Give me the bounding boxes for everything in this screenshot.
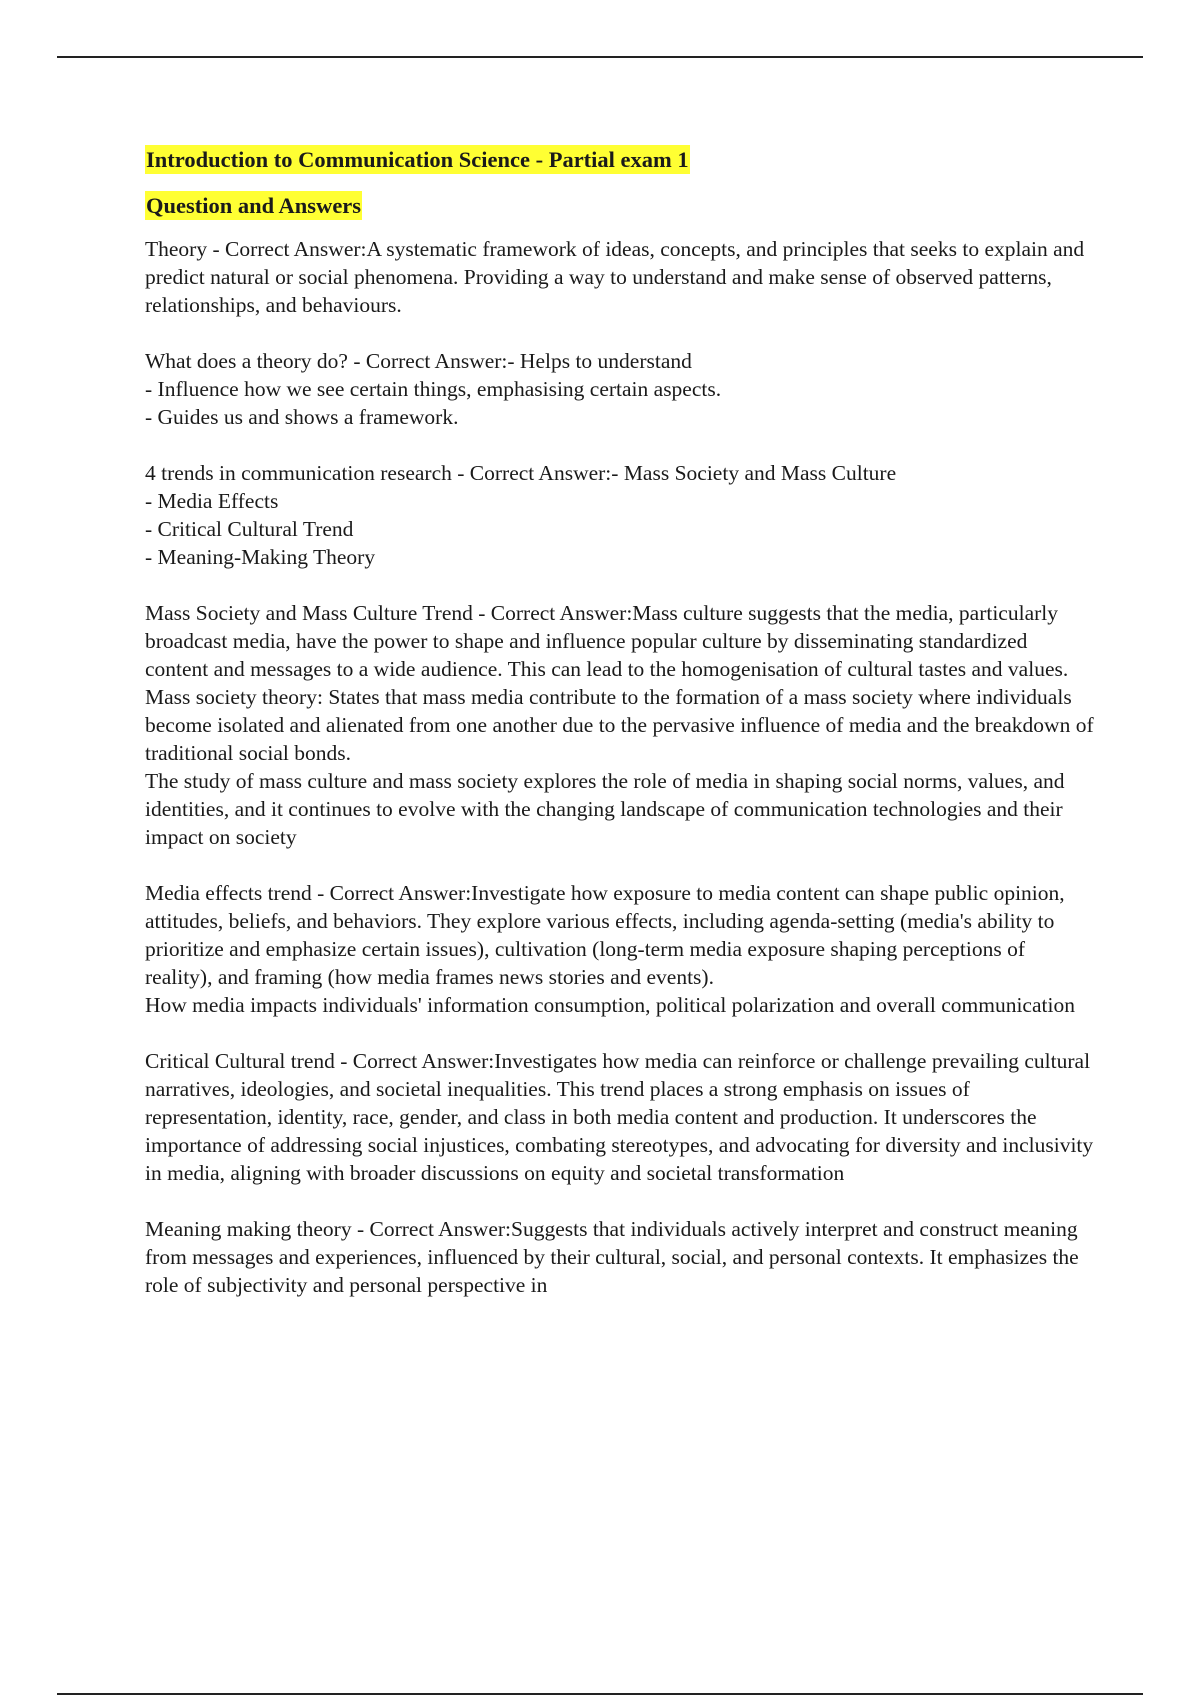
qa-line: - Influence how we see certain things, emphasising certain aspects. bbox=[145, 377, 722, 401]
qa-entry-what-theory-does bbox=[145, 347, 1095, 431]
document-subtitle-text: Question and Answers bbox=[146, 193, 362, 218]
qa-line: 4 trends in communication research - Correct Answer:- Mass Society and Mass Culture bbox=[145, 461, 897, 485]
document-subtitle bbox=[145, 189, 1095, 223]
qa-entry-theory bbox=[145, 235, 1095, 319]
qa-entry-media-effects bbox=[145, 879, 1095, 1019]
bottom-rule bbox=[57, 1693, 1143, 1695]
qa-line: Meaning making theory - Correct Answer:Suggests that individuals actively interpret and construct meaning from messages and experiences, influenced by their cultural, social, and personal contexts. It emphasizes the role of subjectivity and personal perspective in bbox=[145, 1217, 1079, 1297]
document-body bbox=[145, 143, 1095, 1327]
document-title bbox=[145, 143, 1095, 177]
qa-entry-four-trends bbox=[145, 459, 1095, 571]
qa-entry-mass-society bbox=[145, 599, 1095, 851]
qa-line: Media effects trend - Correct Answer:Investigate how exposure to media content can shape public opinion, attitudes, beliefs, and behaviors. They explore various effects, including agenda-setting (media's ability to prioritize and emphasize certain issues), cultivation (long-term media exposure shaping perceptions of reality), and framing (how media frames news stories and events). bbox=[145, 881, 1065, 989]
qa-line: Critical Cultural trend - Correct Answer:Investigates how media can reinforce or challenge prevailing cultural narratives, ideologies, and societal inequalities. This trend places a strong emphasis on issues of representation, identity, race, gender, and class in both media content and production. It underscores the importance of addressing social injustices, combating stereotypes, and advocating for diversity and inclusivity in media, aligning with broader discussions on equity and societal transformation bbox=[145, 1049, 1094, 1185]
top-rule bbox=[57, 56, 1143, 58]
qa-entry-meaning-making bbox=[145, 1215, 1095, 1299]
qa-line: The study of mass culture and mass society explores the role of media in shaping social norms, values, and identities, and it continues to evolve with the changing landscape of communication technologies and their impact on society bbox=[145, 769, 1065, 849]
qa-line: How media impacts individuals' information consumption, political polarization and overall communication bbox=[145, 993, 1075, 1017]
qa-line: - Media Effects bbox=[145, 489, 279, 513]
qa-line: - Critical Cultural Trend bbox=[145, 517, 354, 541]
qa-entry-critical-cultural bbox=[145, 1047, 1095, 1187]
qa-line: What does a theory do? - Correct Answer:- Helps to understand bbox=[145, 349, 692, 373]
qa-line: - Meaning-Making Theory bbox=[145, 545, 376, 569]
qa-line: Mass society theory: States that mass media contribute to the formation of a mass society where individuals become isolated and alienated from one another due to the pervasive influence of media and the breakdown of traditional social bonds. bbox=[145, 685, 1094, 765]
qa-line: Theory - Correct Answer:A systematic framework of ideas, concepts, and principles that seeks to explain and predict natural or social phenomena. Providing a way to understand and make sense of observed patterns, relationships, and behaviours. bbox=[145, 237, 1085, 317]
qa-line: - Guides us and shows a framework. bbox=[145, 405, 459, 429]
document-title-text: Introduction to Communication Science - Partial exam 1 bbox=[146, 147, 689, 172]
qa-line: Mass Society and Mass Culture Trend - Correct Answer:Mass culture suggests that the media, particularly broadcast media, have the power to shape and influence popular culture by disseminating standardized content and messages to a wide audience. This can lead to the homogenisation of cultural tastes and values. bbox=[145, 601, 1069, 681]
